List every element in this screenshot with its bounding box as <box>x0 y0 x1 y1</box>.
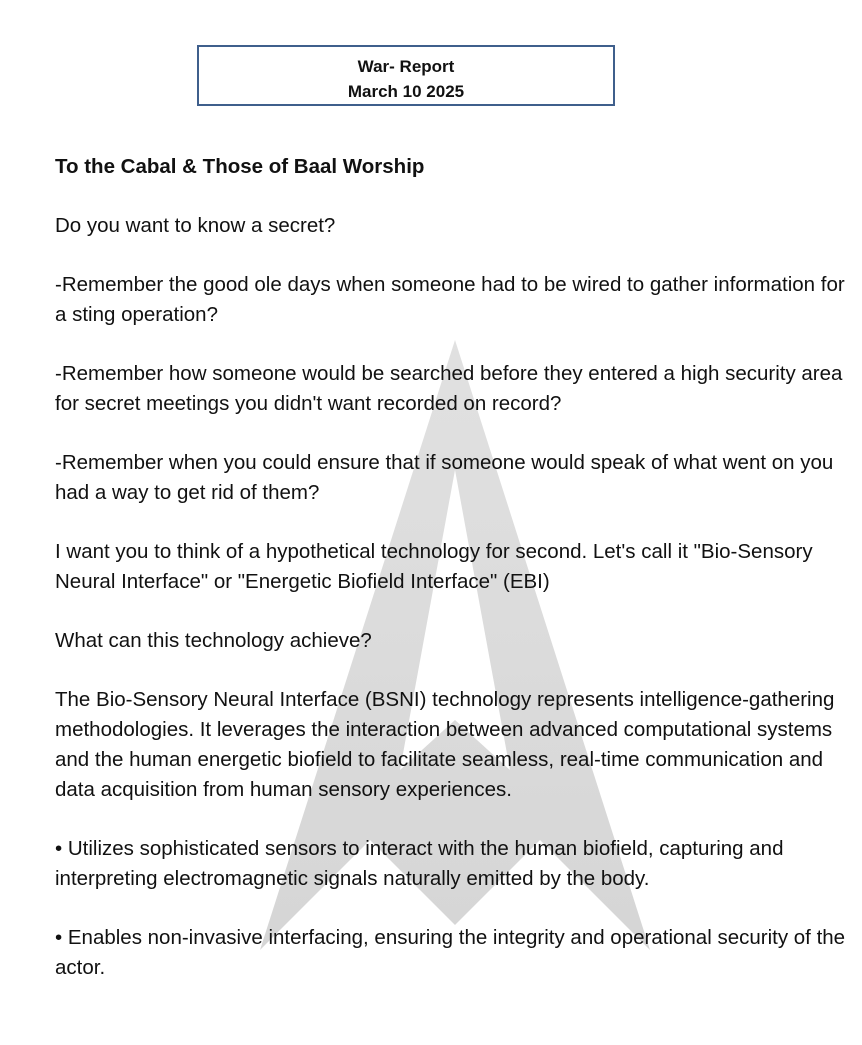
paragraph-what-achieve: What can this technology achieve? <box>55 629 372 652</box>
bullet-non-invasive: • Enables non-invasive interfacing, ensuring the integrity and operational security of the actor. <box>55 926 846 979</box>
paragraph-secret-question: Do you want to know a secret? <box>55 214 336 237</box>
report-title: War- Report <box>357 57 455 76</box>
letter-body <box>55 152 855 1012</box>
paragraph-hypothetical-tech: I want you to think of a hypothetical technology for second. Let's call it "Bio-Sensory Neural Interface" or "Energetic Biofield Interface" (EBI) <box>55 540 813 593</box>
paragraph-bsni-description: The Bio-Sensory Neural Interface (BSNI) technology represents intelligence-gathering methodologies. It leverages the interaction between advanced computational systems and the human energetic biofield to facilitate seamless, real-time communication and data acquisition from human sensory experiences. <box>55 688 835 801</box>
salutation: To the Cabal & Those of Baal Worship <box>55 155 425 178</box>
bullet-sensors: • Utilizes sophisticated sensors to interact with the human biofield, capturing and interpreting electromagnetic signals naturally emitted by the body. <box>55 837 784 890</box>
paragraph-searched: -Remember how someone would be searched before they entered a high security area for secret meetings you didn't want recorded on record? <box>55 362 843 415</box>
report-date: March 10 2025 <box>347 82 465 101</box>
paragraph-wired: -Remember the good ole days when someone had to be wired to gather information for a sting operation? <box>55 273 845 326</box>
report-header-box <box>197 45 615 106</box>
paragraph-rid-of-them: -Remember when you could ensure that if someone would speak of what went on you had a way to get rid of them? <box>55 451 834 504</box>
